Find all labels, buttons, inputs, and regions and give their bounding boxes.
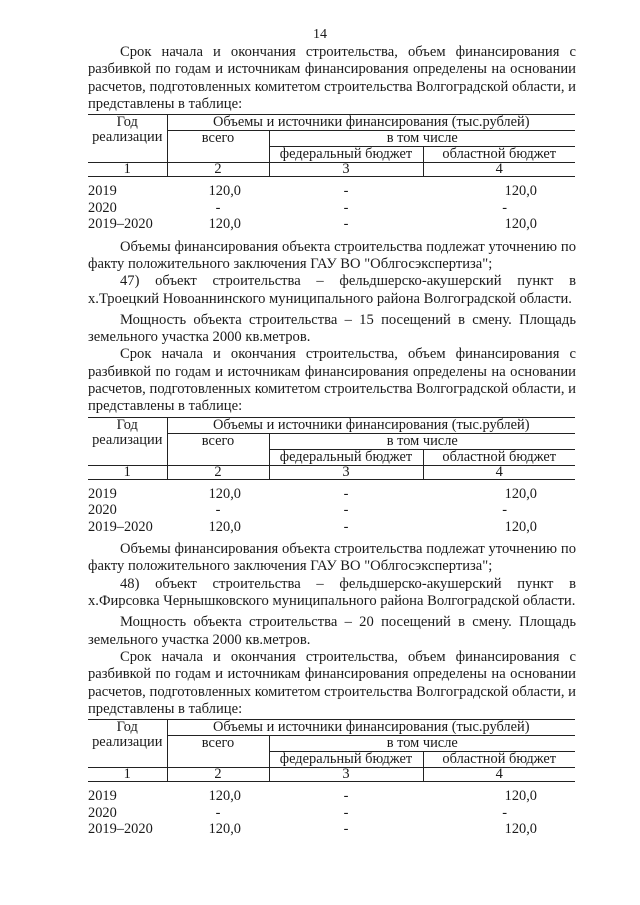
table-row: 2019 120,0 - 120,0 — [88, 788, 538, 805]
col-number: 3 — [269, 163, 423, 177]
financing-table — [88, 417, 575, 536]
table-row: 2020 - - - — [88, 502, 508, 519]
table-row: 2020 - - - — [88, 804, 508, 821]
col-number: 1 — [123, 766, 131, 783]
col-volumes-header: Объемы и источники финансирования (тыс.рублей) — [167, 720, 575, 736]
col-number: 4 — [423, 465, 575, 479]
col-number: 2 — [167, 465, 269, 479]
paragraph-terms: Срок начала и окончания строительства, объем финансирования с разбивкой по годам и источникам финансирования определены на основании расчетов, подготовленных комитетом строительства Волгоградской области, и представлены в таблице: — [88, 648, 576, 717]
document-body — [88, 44, 576, 838]
col-federal-header: федеральный бюджет — [269, 449, 423, 465]
col-number: 1 — [123, 161, 131, 178]
col-number: 3 — [269, 465, 423, 479]
col-volumes-header: Объемы и источники финансирования (тыс.рублей) — [167, 115, 575, 131]
col-federal-header: федеральный бюджет — [269, 752, 423, 768]
col-number: 1 — [123, 463, 131, 480]
col-regional-header: областной бюджет — [423, 449, 575, 465]
col-year-header: Год реализации — [92, 114, 163, 146]
paragraph-terms: Срок начала и окончания строительства, объем финансирования с разбивкой по годам и источникам финансирования определены на основании расчетов, подготовленных комитетом строительства Волгоградской области, и представлены в таблице: — [88, 346, 576, 415]
col-regional-header: областной бюджет — [423, 752, 575, 768]
paragraph-capacity-48: Мощность объекта строительства – 20 посещений в смену. Площадь земельного участка 2000 кв.метров. — [88, 614, 576, 648]
col-number: 2 — [167, 163, 269, 177]
col-number: 4 — [423, 163, 575, 177]
page-number: 14 — [313, 27, 327, 42]
col-number: 2 — [167, 768, 269, 782]
col-regional-header: областной бюджет — [423, 147, 575, 163]
table-row: 2019–2020 120,0 - 120,0 — [88, 821, 538, 838]
col-volumes-header: Объемы и источники финансирования (тыс.рублей) — [167, 417, 575, 433]
table-row: 2019 120,0 - 120,0 — [88, 183, 538, 200]
col-year-header: Год реализации — [92, 416, 163, 448]
paragraph-capacity-47: Мощность объекта строительства – 15 посещений в смену. Площадь земельного участка 2000 кв.метров. — [88, 311, 576, 346]
col-total-header: всего — [167, 433, 269, 465]
col-federal-header: федеральный бюджет — [269, 147, 423, 163]
col-number: 4 — [423, 768, 575, 782]
paragraph-volumes-note: Объемы финансирования объекта строительства подлежат уточнению по факту положительного заключения ГАУ ВО "Облгосэкспертиза"; — [88, 541, 576, 575]
table-row: 2019–2020 120,0 - 120,0 — [88, 518, 538, 535]
col-including-header: в том числе — [269, 131, 575, 147]
col-year-header: Год реализации — [92, 719, 163, 751]
paragraph-terms: Срок начала и окончания строительства, объем финансирования с разбивкой по годам и источникам финансирования определены на основании расчетов, подготовленных комитетом строительства Волгоградской области, и представлены в таблице: — [88, 44, 576, 112]
paragraph-volumes-note: Объемы финансирования объекта строительства подлежат уточнению по факту положительного заключения ГАУ ВО "Облгосэкспертиза"; — [88, 238, 576, 272]
paragraph-item-48: 48) объект строительства – фельдшерско-акушерский пункт в х.Фирсовка Чернышковского муниципального района Волгоградской области. — [88, 575, 576, 610]
col-including-header: в том числе — [269, 433, 575, 449]
col-number: 3 — [269, 768, 423, 782]
col-including-header: в том числе — [269, 736, 575, 752]
col-total-header: всего — [167, 131, 269, 163]
financing-table — [88, 114, 575, 233]
table-row: 2019–2020 120,0 - 120,0 — [88, 216, 538, 233]
table-row: 2019 120,0 - 120,0 — [88, 485, 538, 502]
col-total-header: всего — [167, 736, 269, 768]
financing-table — [88, 719, 575, 838]
paragraph-item-47: 47) объект строительства – фельдшерско-акушерский пункт в х.Троецкий Новоаннинского муниципального района Волгоградской области. — [88, 273, 576, 307]
table-row: 2020 - - - — [88, 199, 508, 216]
